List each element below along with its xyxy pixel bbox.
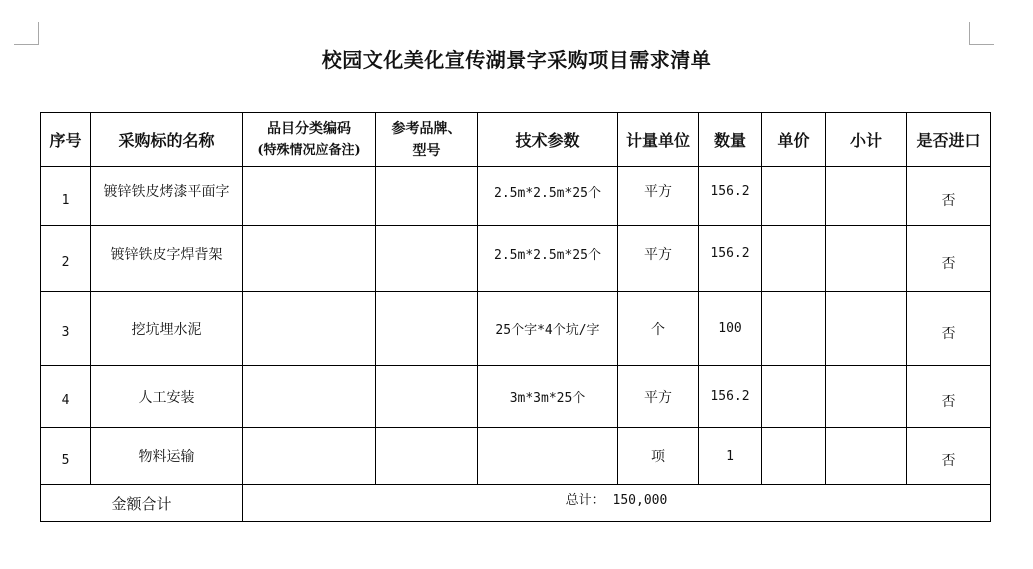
table-row <box>41 366 991 428</box>
header-price: 单价 <box>762 113 826 167</box>
cell-brand <box>376 292 478 366</box>
cell-name: 挖坑埋水泥 <box>131 321 202 338</box>
cell-seq: 3 <box>61 325 70 340</box>
header-brand-line2: 型号 <box>412 142 441 159</box>
cell-qty: 156.2 <box>710 246 750 261</box>
cell-name: 物料运输 <box>138 449 195 465</box>
cell-name: 镀锌铁皮字焊背架 <box>110 246 223 263</box>
header-qty: 数量 <box>699 113 762 167</box>
cell-imported: 否 <box>941 393 956 410</box>
cell-unit: 平方 <box>644 246 672 263</box>
cell-subtotal <box>826 292 907 366</box>
cell-spec: 2.5m*2.5m*25个 <box>494 185 601 201</box>
cell-seq: 4 <box>61 393 70 408</box>
cell-spec: 25个字*4个坑/字 <box>495 323 600 338</box>
cell-imported: 否 <box>941 255 956 272</box>
cell-imported: 否 <box>941 325 956 342</box>
cell-imported: 否 <box>941 453 956 469</box>
cell-brand <box>376 366 478 428</box>
cell-subtotal <box>826 226 907 292</box>
table-row <box>41 292 991 366</box>
table-row <box>41 167 991 226</box>
header-spec: 技术参数 <box>478 113 618 167</box>
document-title: 校园文化美化宣传湖景字采购项目需求清单 <box>321 48 712 72</box>
total-cell <box>243 485 991 522</box>
cell-brand <box>376 428 478 485</box>
cell-code <box>243 167 376 226</box>
header-imported: 是否进口 <box>907 113 991 167</box>
cell-name: 镀锌铁皮烤漆平面字 <box>103 184 230 200</box>
total-prefix: 总计： <box>565 492 605 508</box>
cell-qty: 100 <box>718 321 742 336</box>
cell-seq: 5 <box>61 452 70 468</box>
cell-code <box>243 292 376 366</box>
cell-brand <box>376 226 478 292</box>
total-row <box>41 485 991 522</box>
cell-name: 人工安装 <box>138 389 195 406</box>
cell-imported: 否 <box>941 193 956 209</box>
cell-code <box>243 366 376 428</box>
cell-spec <box>478 428 618 485</box>
cell-price <box>762 226 826 292</box>
margin-corner-top-right <box>969 22 994 45</box>
header-name: 采购标的名称 <box>91 113 243 167</box>
header-code-label: 品目分类编码 <box>267 120 351 137</box>
cell-code <box>243 428 376 485</box>
cell-price <box>762 428 826 485</box>
cell-qty: 1 <box>726 448 734 464</box>
cell-subtotal <box>826 167 907 226</box>
cell-spec: 2.5m*2.5m*25个 <box>494 248 601 263</box>
cell-code <box>243 226 376 292</box>
cell-price <box>762 292 826 366</box>
header-code-note: (特殊情况应备注) <box>257 142 361 158</box>
requirements-table <box>40 112 991 522</box>
header-code <box>243 113 376 167</box>
header-brand <box>376 113 478 167</box>
cell-subtotal <box>826 366 907 428</box>
header-unit: 计量单位 <box>618 113 699 167</box>
cell-price <box>762 366 826 428</box>
table-row <box>41 226 991 292</box>
cell-unit: 平方 <box>644 389 672 406</box>
header-seq: 序号 <box>41 113 91 167</box>
total-value: 150,000 <box>612 492 668 508</box>
cell-seq: 2 <box>61 255 70 270</box>
cell-subtotal <box>826 428 907 485</box>
cell-unit: 个 <box>651 321 665 338</box>
header-row <box>41 113 991 167</box>
table-row <box>41 428 991 485</box>
cell-brand <box>376 167 478 226</box>
cell-seq: 1 <box>61 192 70 208</box>
cell-unit: 平方 <box>644 184 672 200</box>
cell-price <box>762 167 826 226</box>
cell-qty: 156.2 <box>710 183 750 199</box>
total-label: 金额合计 <box>41 485 243 522</box>
header-subtotal: 小计 <box>826 113 907 167</box>
cell-qty: 156.2 <box>710 389 750 404</box>
margin-corner-top-left <box>14 22 39 45</box>
header-brand-line1: 参考品牌、 <box>391 120 462 137</box>
cell-unit: 项 <box>651 449 665 465</box>
cell-spec: 3m*3m*25个 <box>509 391 586 406</box>
